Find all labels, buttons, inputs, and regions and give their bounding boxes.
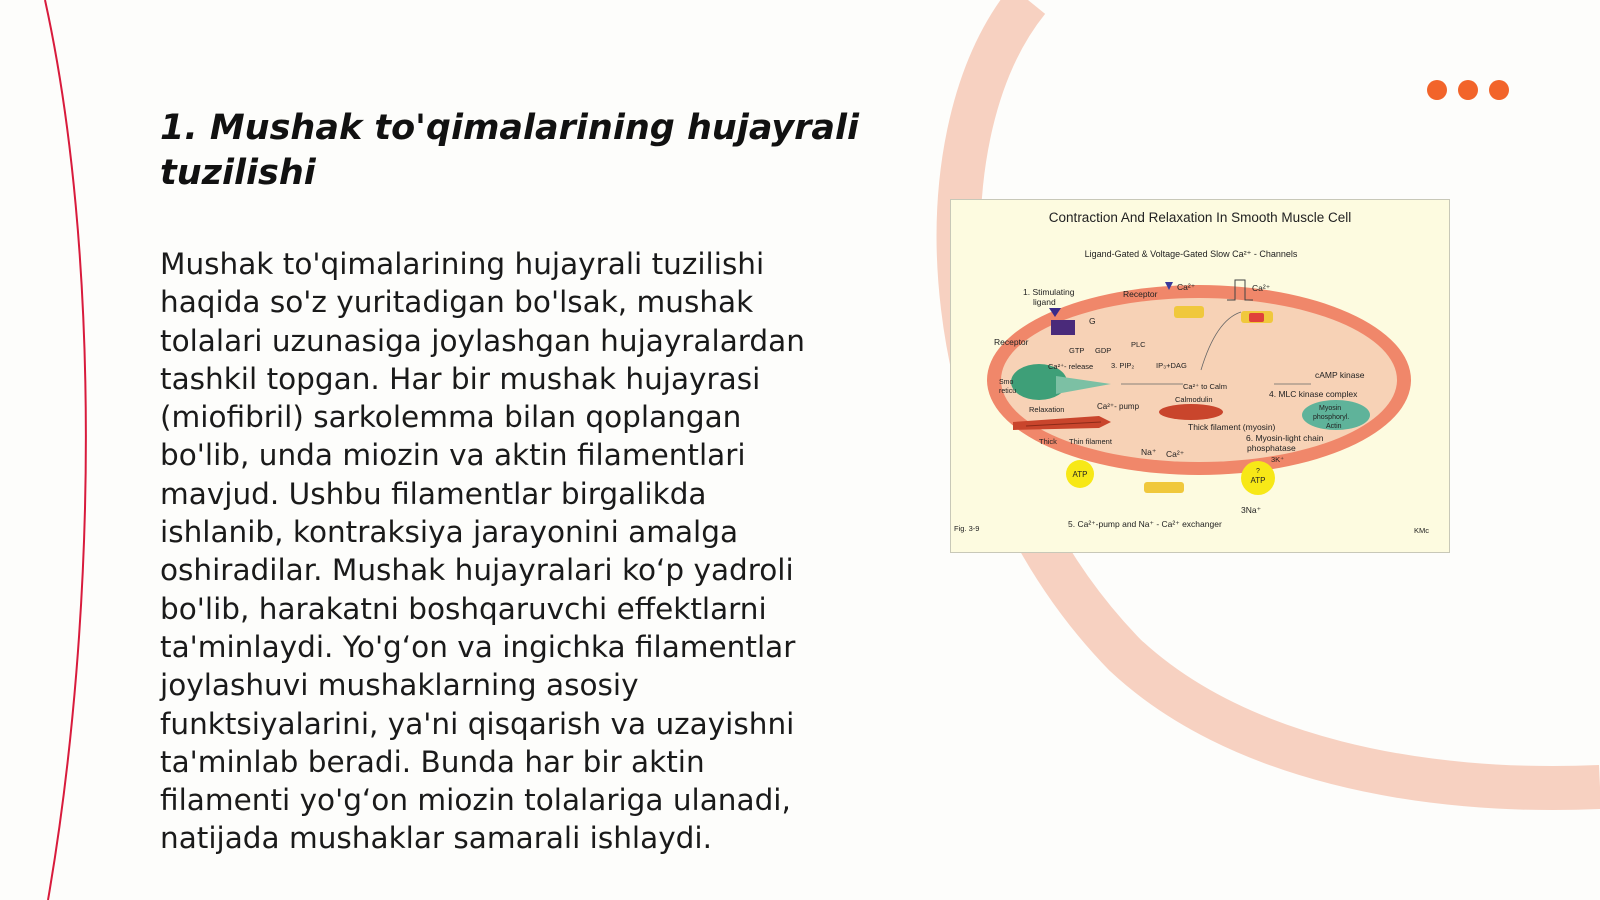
- label-phosphatase: phosphatase: [1247, 443, 1296, 453]
- label-atp-left: ATP: [1072, 470, 1088, 479]
- label-calmodulin: Calmodulin: [1175, 395, 1213, 404]
- label-ca-release: Ca²⁺- release: [1048, 362, 1094, 371]
- label-thick: Thick: [1039, 437, 1057, 446]
- label-receptor-top: Receptor: [1123, 289, 1158, 299]
- label-3k: 3K⁺: [1271, 455, 1285, 464]
- channel-gate: [1249, 313, 1264, 322]
- label-actin: Actin: [1326, 423, 1342, 430]
- label-ca-1: Ca²⁺: [1177, 282, 1196, 292]
- dot: [1458, 80, 1478, 100]
- calmodulin-blob: [1159, 404, 1223, 420]
- label-g: G: [1089, 316, 1096, 326]
- label-reticulum: reticu: [999, 388, 1017, 395]
- label-myosin: Myosin: [1319, 405, 1342, 412]
- label-myosin-light-chain: 6. Myosin-light chain: [1246, 433, 1324, 443]
- label-thin-filament: Thin filament: [1069, 437, 1112, 446]
- label-exchanger: 5. Ca²⁺-pump and Na⁺ - Ca²⁺ exchanger: [1068, 519, 1222, 529]
- dot: [1427, 80, 1447, 100]
- label-ca-2: Ca²⁺: [1252, 283, 1271, 293]
- label-mlc-kinase: 4. MLC kinase complex: [1269, 389, 1358, 399]
- label-3na: 3Na⁺: [1241, 505, 1262, 515]
- label-plc: PLC: [1131, 340, 1146, 349]
- label-stimulating: 1. Stimulating: [1023, 287, 1075, 297]
- label-receptor-left: Receptor: [994, 337, 1029, 347]
- decorative-dots: [1427, 80, 1509, 100]
- label-relaxation: Relaxation: [1029, 405, 1065, 414]
- ca-channel-ligand: [1174, 306, 1204, 318]
- label-pip2: 3. PIP₂: [1111, 361, 1135, 370]
- label-ip3-dag: IP₃+DAG: [1156, 361, 1187, 370]
- receptor-block: [1051, 320, 1075, 335]
- label-atp-right: ATP: [1250, 476, 1266, 485]
- left-decorative-line: [45, 0, 86, 900]
- label-phosphorylated: phosphoryl.: [1313, 414, 1350, 421]
- label-ca-to-calmodulin: Ca²⁺ to Calm: [1183, 382, 1227, 391]
- label-ligand: ligand: [1033, 297, 1056, 307]
- label-na: Na⁺: [1141, 447, 1157, 457]
- label-ca-3: Ca²⁺: [1166, 449, 1185, 459]
- label-ca-pump: Ca²⁺- pump: [1097, 402, 1140, 411]
- smooth-muscle-diagram: [950, 199, 1450, 553]
- label-camp-kinase: cAMP kinase: [1315, 370, 1365, 380]
- label-smooth: Smo: [999, 379, 1014, 386]
- label-fig-number: Fig. 3-9: [954, 524, 980, 533]
- label-author: KMc: [1414, 526, 1429, 535]
- label-atp-question: ?: [1256, 468, 1260, 475]
- dot: [1489, 80, 1509, 100]
- figure-subtitle: Ligand-Gated & Voltage-Gated Slow Ca²⁺ - Channels: [1084, 249, 1298, 259]
- slide-title: 1. Mushak to'qimalarining hujayrali tuzilishi: [160, 108, 860, 193]
- label-gdp: GDP: [1095, 346, 1112, 355]
- label-thick-filament: Thick filament (myosin): [1188, 422, 1276, 432]
- figure-title: Contraction And Relaxation In Smooth Muscle Cell: [1048, 210, 1352, 225]
- bottom-channel: [1144, 482, 1184, 493]
- slide-body-text: Mushak to'qimalarining hujayrali tuzilishi haqida so'z yuritadigan bo'lsak, mushak tolalari uzunasiga joylashgan hujayralardan tashkil topgan. Har bir mushak hujayrasi (miofibril) sarkolemma bilan qoplangan bo'lib, unda miozin va aktin filamentlari mavjud. Ushbu filamentlar birgalikda ishlanib, kontraksiya jarayonini amalga oshiradilar. Mushak hujayralari ko‘p yadroli bo'lib, harakatni boshqaruvchi effektlarni ta'minlaydi. Yo'g‘on va ingichka filamentlar joylashuvi mushaklarning asosiy funktsiyalarini, ya'ni qisqarish va uzayishni ta'minlab beradi. Bunda har bir aktin filamenti yo'g‘on miozin tolalariga ulanadi, natijada mushaklar samarali ishlaydi.: [160, 247, 805, 856]
- label-gtp: GTP: [1069, 346, 1085, 355]
